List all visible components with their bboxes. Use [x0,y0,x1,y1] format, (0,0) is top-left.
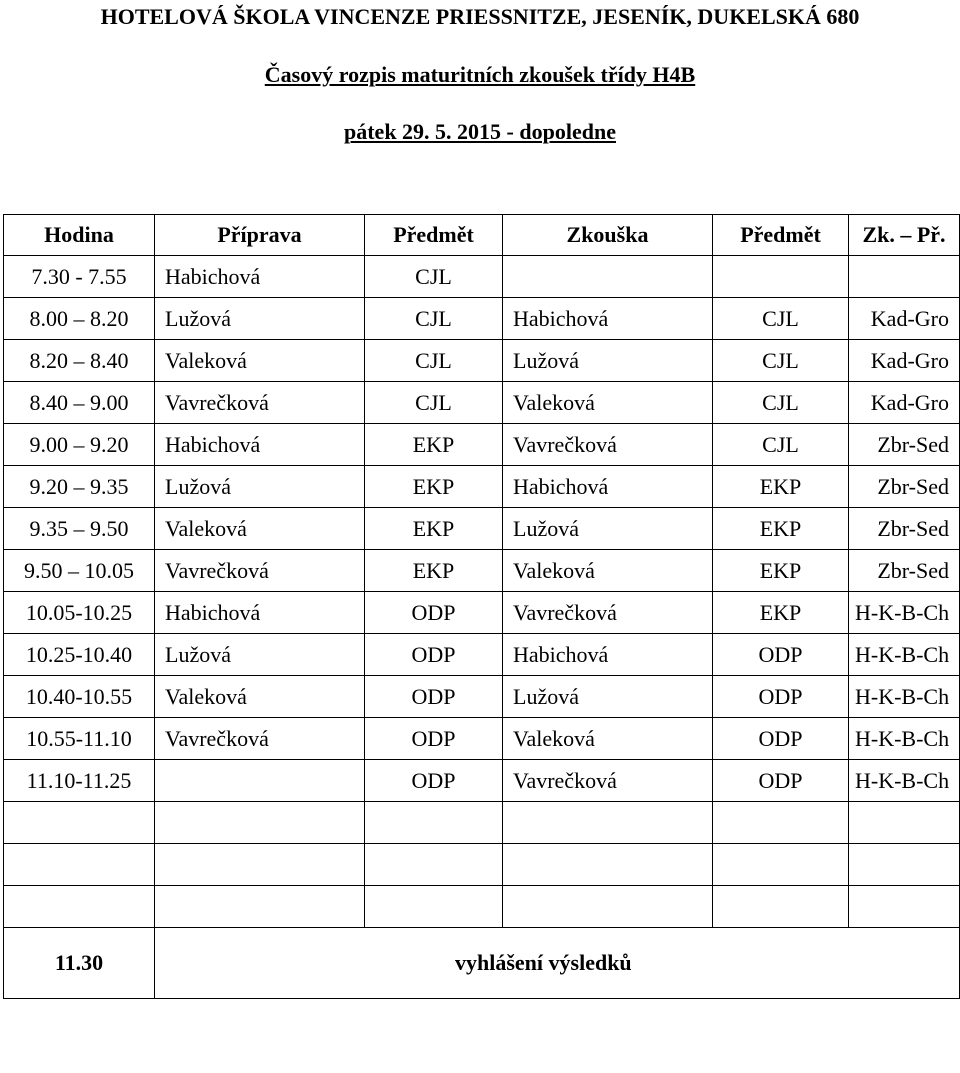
cell-predmet-2: EKP [713,592,849,634]
cell-zk-pr: Zbr-Sed [849,466,960,508]
cell-priprava: Valeková [155,340,365,382]
empty-cell [155,844,365,886]
table-row [4,382,960,424]
empty-cell [849,844,960,886]
cell-priprava: Habichová [155,592,365,634]
cell-priprava: Vavrečková [155,718,365,760]
cell-zk-pr: H-K-B-Ch [849,676,960,718]
table-row [4,424,960,466]
table-row [4,466,960,508]
cell-predmet: CJL [365,382,503,424]
table-row [4,298,960,340]
cell-zk-pr: Zbr-Sed [849,508,960,550]
table-row [4,550,960,592]
results-row [4,928,960,999]
cell-predmet: ODP [365,634,503,676]
empty-cell [503,802,713,844]
empty-cell [365,802,503,844]
cell-hodina: 11.10-11.25 [4,760,155,802]
cell-zk-pr: H-K-B-Ch [849,760,960,802]
cell-priprava: Habichová [155,256,365,298]
cell-hodina: 10.25-10.40 [4,634,155,676]
cell-hodina: 10.40-10.55 [4,676,155,718]
cell-predmet: EKP [365,550,503,592]
cell-zkouska: Lužová [503,676,713,718]
cell-zkouska: Valeková [503,718,713,760]
empty-row [4,844,960,886]
cell-zkouska: Lužová [503,340,713,382]
cell-predmet: EKP [365,466,503,508]
cell-hodina: 9.20 – 9.35 [4,466,155,508]
table-row [4,256,960,298]
cell-zk-pr: Zbr-Sed [849,424,960,466]
empty-cell [849,802,960,844]
cell-hodina: 9.50 – 10.05 [4,550,155,592]
empty-cell [365,886,503,928]
cell-predmet: CJL [365,340,503,382]
cell-zkouska: Habichová [503,298,713,340]
cell-zkouska: Valeková [503,550,713,592]
cell-zk-pr [849,256,960,298]
cell-predmet: EKP [365,424,503,466]
cell-priprava: Lužová [155,298,365,340]
cell-predmet-2 [713,256,849,298]
cell-predmet-2: ODP [713,718,849,760]
cell-hodina: 9.00 – 9.20 [4,424,155,466]
cell-zkouska: Vavrečková [503,760,713,802]
empty-cell [4,844,155,886]
cell-zk-pr: H-K-B-Ch [849,718,960,760]
cell-zkouska: Habichová [503,466,713,508]
cell-hodina: 9.35 – 9.50 [4,508,155,550]
cell-predmet-2: EKP [713,466,849,508]
date-line [0,117,960,147]
cell-zkouska: Vavrečková [503,424,713,466]
cell-predmet-2: CJL [713,382,849,424]
cell-predmet: CJL [365,298,503,340]
cell-predmet-2: ODP [713,760,849,802]
schedule-title [0,60,960,90]
table-row [4,592,960,634]
cell-priprava: Lužová [155,466,365,508]
cell-predmet-2: ODP [713,634,849,676]
cell-predmet-2: CJL [713,298,849,340]
cell-priprava: Lužová [155,634,365,676]
cell-zkouska [503,256,713,298]
cell-zkouska: Habichová [503,634,713,676]
cell-predmet: ODP [365,760,503,802]
cell-zk-pr: H-K-B-Ch [849,634,960,676]
table-row [4,676,960,718]
header-cell-priprava: Příprava [155,215,365,256]
cell-priprava: Vavrečková [155,550,365,592]
cell-priprava: Vavrečková [155,382,365,424]
cell-hodina: 8.00 – 8.20 [4,298,155,340]
cell-hodina: 7.30 - 7.55 [4,256,155,298]
cell-priprava: Valeková [155,508,365,550]
cell-priprava: Habichová [155,424,365,466]
empty-cell [503,886,713,928]
cell-predmet: EKP [365,508,503,550]
cell-zk-pr: Kad-Gro [849,340,960,382]
cell-zk-pr: Zbr-Sed [849,550,960,592]
empty-cell [849,886,960,928]
empty-cell [155,886,365,928]
cell-predmet-2: ODP [713,676,849,718]
header-cell-zk-pr: Zk. – Př. [849,215,960,256]
date-line-text: pátek 29. 5. 2015 - dopoledne [344,119,616,144]
cell-predmet-2: EKP [713,508,849,550]
cell-predmet: CJL [365,256,503,298]
cell-predmet-2: EKP [713,550,849,592]
cell-predmet: ODP [365,718,503,760]
empty-row [4,886,960,928]
header-cell-predmet-2: Předmět [713,215,849,256]
cell-hodina: 10.55-11.10 [4,718,155,760]
cell-zk-pr: Kad-Gro [849,382,960,424]
header-cell-predmet: Předmět [365,215,503,256]
results-time: 11.30 [4,928,155,999]
empty-row [4,802,960,844]
empty-cell [503,844,713,886]
cell-hodina: 10.05-10.25 [4,592,155,634]
exam-schedule-table [3,214,960,999]
schedule-title-text: Časový rozpis maturitních zkoušek třídy H4B [264,62,696,87]
school-title: HOTELOVÁ ŠKOLA VINCENZE PRIESSNITZE, JESENÍK, DUKELSKÁ 680 [100,4,860,29]
cell-predmet-2: CJL [713,424,849,466]
cell-predmet-2: CJL [713,340,849,382]
empty-cell [365,844,503,886]
header-cell-zkouska: Zkouška [503,215,713,256]
empty-cell [4,886,155,928]
empty-cell [713,886,849,928]
table-row [4,718,960,760]
table-row [4,760,960,802]
cell-zk-pr: H-K-B-Ch [849,592,960,634]
cell-predmet: ODP [365,676,503,718]
cell-priprava: Valeková [155,676,365,718]
cell-hodina: 8.20 – 8.40 [4,340,155,382]
header-row [4,215,960,256]
cell-priprava [155,760,365,802]
empty-cell [155,802,365,844]
cell-predmet: ODP [365,592,503,634]
table-row [4,340,960,382]
empty-cell [4,802,155,844]
results-label: vyhlášení výsledků [155,928,960,999]
table-row [4,634,960,676]
header-cell-hodina: Hodina [4,215,155,256]
cell-zk-pr: Kad-Gro [849,298,960,340]
cell-hodina: 8.40 – 9.00 [4,382,155,424]
schedule-table-body [4,215,960,999]
cell-zkouska: Valeková [503,382,713,424]
cell-zkouska: Lužová [503,508,713,550]
table-row [4,508,960,550]
empty-cell [713,844,849,886]
empty-cell [713,802,849,844]
cell-zkouska: Vavrečková [503,592,713,634]
